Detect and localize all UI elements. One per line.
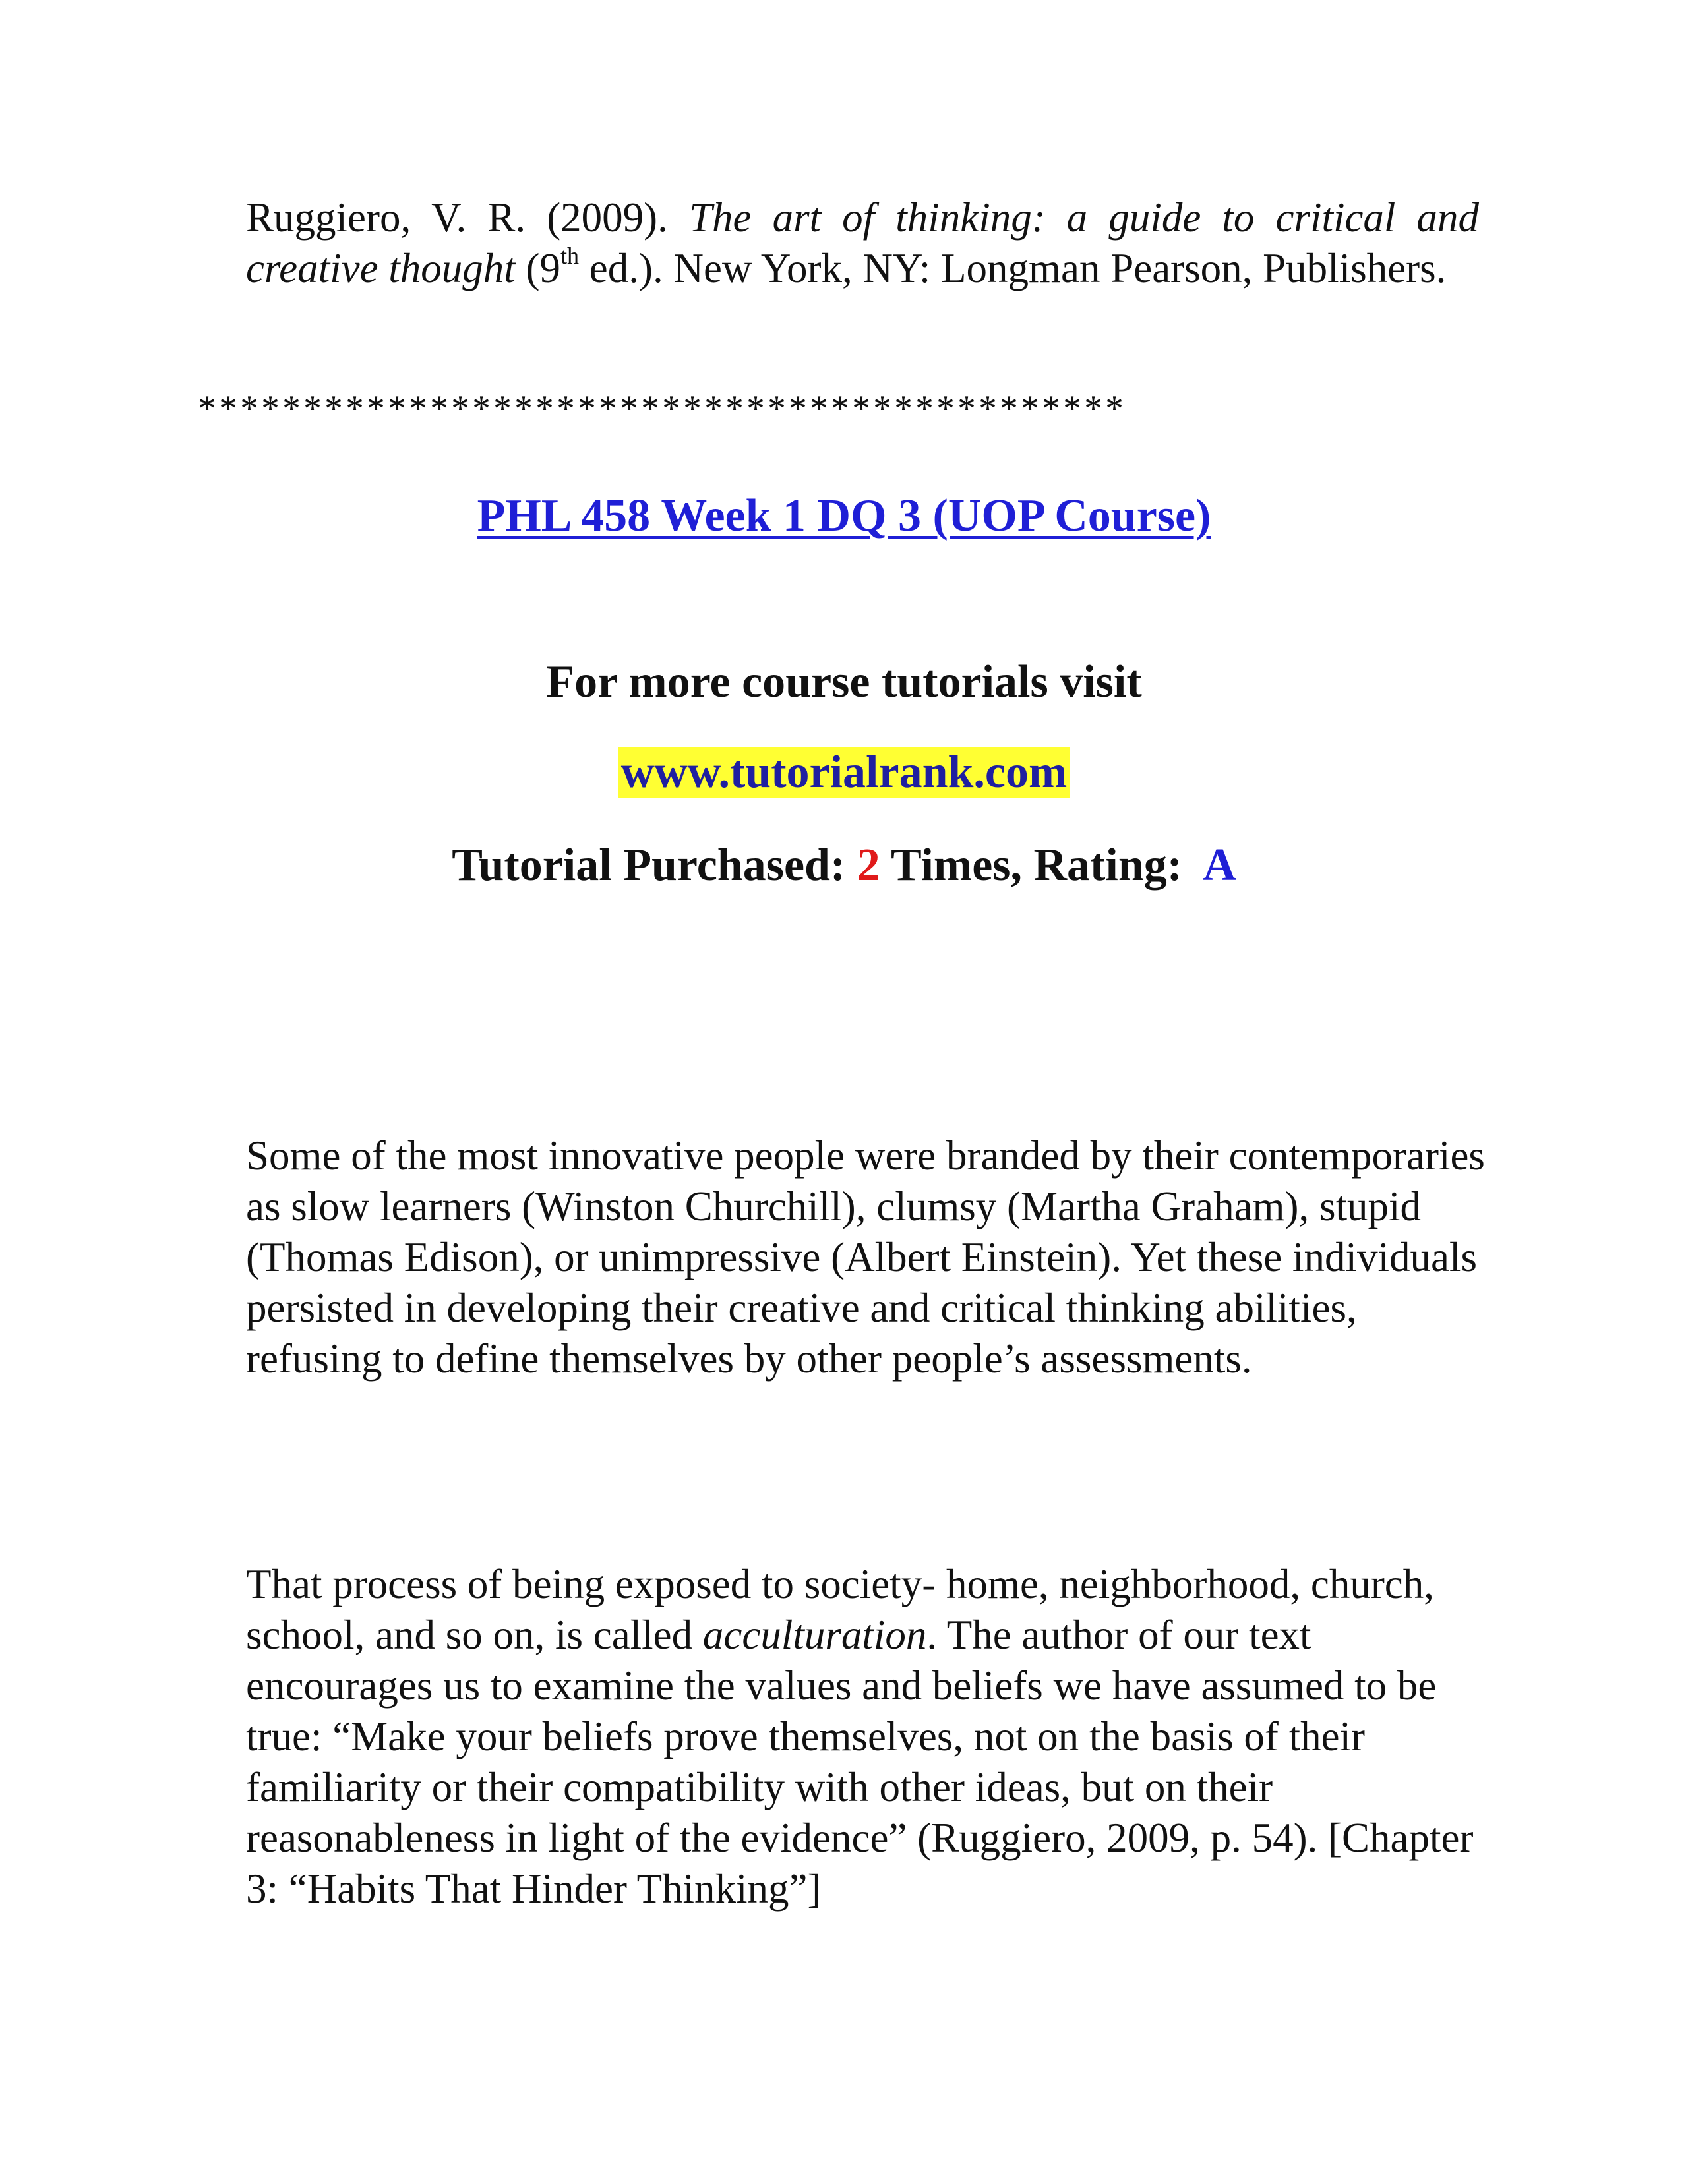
- visit-text: For more course tutorials visit: [546, 657, 1142, 707]
- paragraph-1: Some of the most innovative people were branded by their contemporaries as slow learners (Winston Churchill), clumsy (Martha Graham), stupid (Thomas Edison), or unimpressive (Albert Einstein). Yet these individuals persisted in developing their creative and critical thinking abilities, refusing to define themselves by other people’s assessments.: [246, 1133, 1485, 1382]
- course-link[interactable]: PHL 458 Week 1 DQ 3 (UOP Course): [477, 490, 1211, 541]
- separator-stars: ********************************************: [198, 388, 1126, 429]
- website-link[interactable]: www.tutorialrank.com: [618, 747, 1070, 798]
- purchase-info: [0, 836, 1688, 895]
- paragraph-2: [246, 1559, 1486, 1914]
- reference-citation: [246, 192, 1479, 294]
- paragraph-2-part-1: That process of being exposed to society- home, neighborhood, church, school, and so on, is called: [246, 1561, 1435, 1658]
- reference-title: The art of thinking: a guide to critical and creative thought: [246, 194, 1480, 291]
- reference-edition-sup: th: [560, 243, 580, 269]
- purchase-count: 2: [857, 840, 880, 891]
- reference-authors: Ruggiero, V. R. (2009).: [246, 194, 668, 241]
- purchase-middle: Times, Rating:: [891, 840, 1183, 891]
- reference-edition-rest: ed.). New York, NY: Longman Pearson, Publishers.: [589, 245, 1447, 291]
- purchase-prefix: Tutorial Purchased:: [452, 840, 846, 891]
- purchase-rating: A: [1203, 840, 1236, 891]
- reference-edition-num: (9: [526, 245, 561, 291]
- website-line: [0, 743, 1688, 802]
- paragraph-2-part-2: . The author of our text encourages us to examine the values and beliefs we have assumed to be true: “Make your beliefs prove themselves, not on the basis of their familiarity or their compatibility with other ideas, but on their reasonableness in light of the evidence” (Ruggiero, 2009, p. 54). [Chapter 3: “Habits That Hinder Thinking”]: [246, 1612, 1474, 1912]
- paragraph-2-italic-term: acculturation: [702, 1612, 927, 1658]
- course-link-line: [0, 487, 1688, 546]
